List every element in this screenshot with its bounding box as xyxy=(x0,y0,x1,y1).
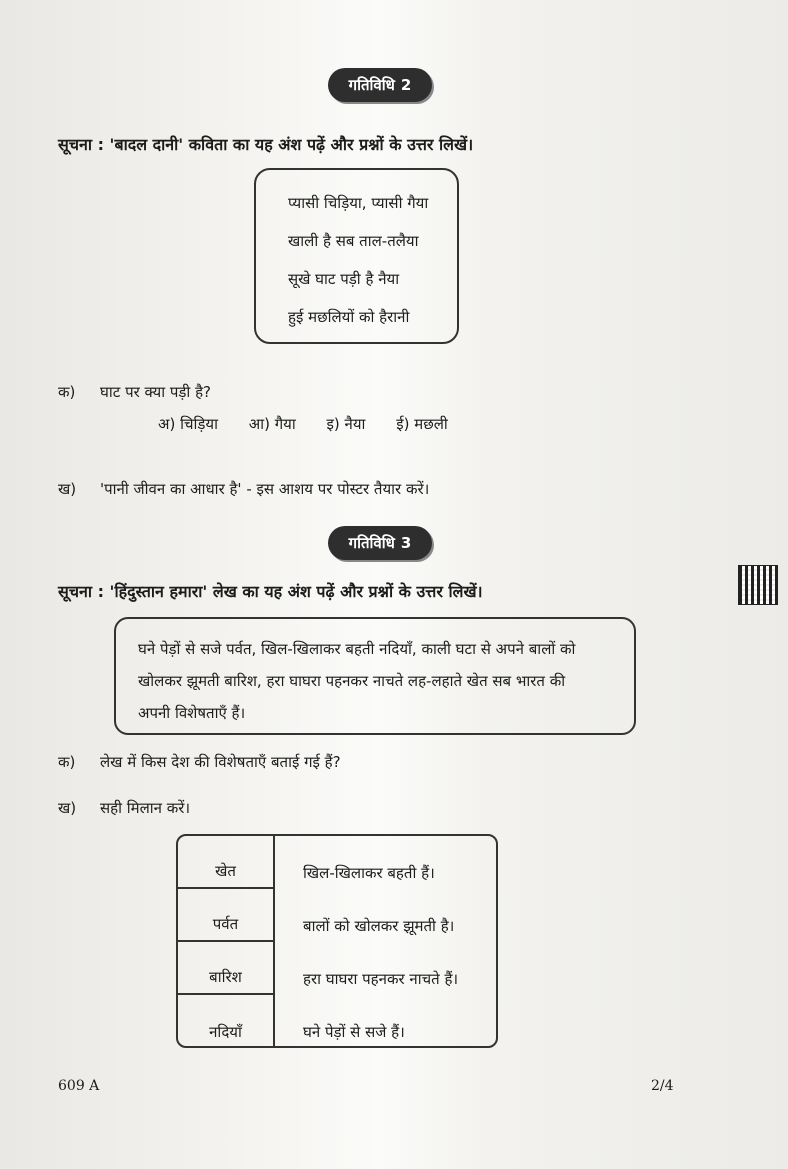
activity-3-q1-text: लेख में किस देश की विशेषताएँ बताई गई हैं? xyxy=(100,753,341,771)
poem-line: हुई मछलियों को हैरानी xyxy=(288,308,410,326)
poem-box xyxy=(254,168,459,344)
option-d: ई) मछली xyxy=(396,415,448,433)
passage-line: घने पेड़ों से सजे पर्वत, खिल-खिलाकर बहती नदियाँ, काली घटा से अपने बालों को xyxy=(138,640,576,658)
match-left-cell: पर्वत xyxy=(178,889,273,942)
page-number: 2/4 xyxy=(651,1078,674,1094)
option-a: अ) चिड़िया xyxy=(158,415,218,433)
activity-2-q1-label: क) xyxy=(58,383,76,401)
passage-line: अपनी विशेषताएँ हैं। xyxy=(138,704,246,722)
activity-2-q2-label: ख) xyxy=(58,480,77,498)
poem-line: खाली है सब ताल-तलैया xyxy=(288,232,419,250)
option-c: इ) नैया xyxy=(326,415,366,433)
activity-2-badge-word: गतिविधि xyxy=(348,76,395,94)
qr-code-icon xyxy=(739,566,777,604)
match-left-cell: नदियाँ xyxy=(209,1023,242,1041)
activity-3-badge-number: 3 xyxy=(400,534,412,552)
match-table xyxy=(176,834,498,1048)
activity-3-badge-word: गतिविधि xyxy=(348,534,395,552)
match-right-cell: हरा घाघरा पहनकर नाचते हैं। xyxy=(303,970,459,988)
passage-line: खोलकर झूमती बारिश, हरा घाघरा पहनकर नाचते लह-लहाते खेत सब भारत की xyxy=(138,672,566,690)
match-right-cell: खिल-खिलाकर बहती हैं। xyxy=(303,864,435,882)
activity-2-q1-text: घाट पर क्या पड़ी है? xyxy=(100,383,212,401)
activity-2-badge-number: 2 xyxy=(400,76,412,94)
activity-3-q2-label: ख) xyxy=(58,799,77,817)
activity-3-instruction: सूचना : 'हिंदुस्तान हमारा' लेख का यह अंश पढ़ें और प्रश्नों के उत्तर लिखें। xyxy=(58,582,483,601)
passage-box xyxy=(114,617,636,735)
match-left-cell: बारिश xyxy=(178,942,273,995)
match-right-column xyxy=(303,836,458,1048)
option-b: आ) गैया xyxy=(248,415,296,433)
match-left-column xyxy=(178,836,275,1046)
match-right-cell: घने पेड़ों से सजे हैं। xyxy=(303,1023,405,1041)
poem-line: प्यासी चिड़िया, प्यासी गैया xyxy=(288,194,429,212)
poem-line: सूखे घाट पड़ी है नैया xyxy=(288,270,400,288)
activity-2-q2-text: 'पानी जीवन का आधार है' - इस आशय पर पोस्टर तैयार करें। xyxy=(100,480,430,498)
paper-code: 609 A xyxy=(58,1078,100,1094)
activity-3-badge xyxy=(328,526,432,560)
activity-2-badge xyxy=(328,68,432,102)
activity-2-options xyxy=(158,414,474,434)
activity-3-q2-text: सही मिलान करें। xyxy=(100,799,191,817)
match-left-cell: खेत xyxy=(178,836,273,889)
activity-3-q1-label: क) xyxy=(58,753,76,771)
activity-2-instruction: सूचना : 'बादल दानी' कविता का यह अंश पढ़ें और प्रश्नों के उत्तर लिखें। xyxy=(58,135,474,154)
match-right-cell: बालों को खोलकर झूमती है। xyxy=(303,917,455,935)
